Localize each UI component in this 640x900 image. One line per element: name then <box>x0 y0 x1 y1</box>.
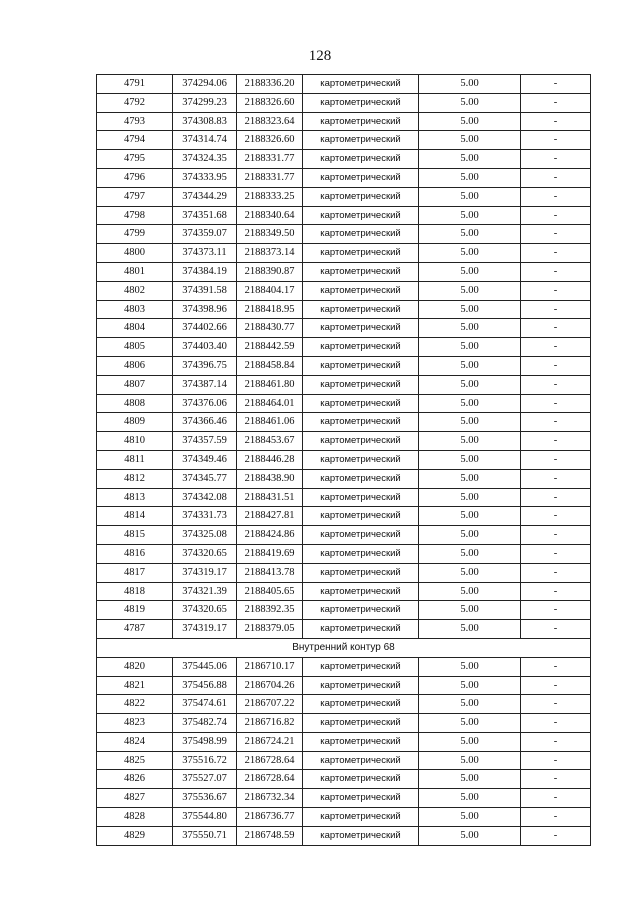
table-row <box>97 112 591 131</box>
y-coordinate-cell: 2188461.06 <box>237 413 303 432</box>
point-number-cell: 4804 <box>97 319 173 338</box>
method-cell: картометрический <box>303 394 419 413</box>
accuracy-cell: 5.00 <box>419 225 521 244</box>
method-cell: картометрический <box>303 413 419 432</box>
accuracy-cell: 5.00 <box>419 732 521 751</box>
x-coordinate-cell: 374345.77 <box>173 469 237 488</box>
point-number-cell: 4816 <box>97 544 173 563</box>
note-cell: - <box>521 112 591 131</box>
point-number-cell: 4828 <box>97 808 173 827</box>
table-row <box>97 732 591 751</box>
accuracy-cell: 5.00 <box>419 187 521 206</box>
x-coordinate-cell: 374402.66 <box>173 319 237 338</box>
accuracy-cell: 5.00 <box>419 544 521 563</box>
method-cell: картометрический <box>303 244 419 263</box>
x-coordinate-cell: 374403.40 <box>173 338 237 357</box>
method-cell: картометрический <box>303 75 419 94</box>
point-number-cell: 4808 <box>97 394 173 413</box>
note-cell: - <box>521 751 591 770</box>
y-coordinate-cell: 2186710.17 <box>237 657 303 676</box>
y-coordinate-cell: 2188379.05 <box>237 620 303 639</box>
y-coordinate-cell: 2188323.64 <box>237 112 303 131</box>
table-row <box>97 488 591 507</box>
accuracy-cell: 5.00 <box>419 751 521 770</box>
x-coordinate-cell: 375498.99 <box>173 732 237 751</box>
note-cell: - <box>521 770 591 789</box>
point-number-cell: 4814 <box>97 507 173 526</box>
table-row <box>97 469 591 488</box>
method-cell: картометрический <box>303 488 419 507</box>
point-number-cell: 4806 <box>97 356 173 375</box>
x-coordinate-cell: 374314.74 <box>173 131 237 150</box>
note-cell: - <box>521 262 591 281</box>
note-cell: - <box>521 488 591 507</box>
table-row <box>97 544 591 563</box>
note-cell: - <box>521 432 591 451</box>
y-coordinate-cell: 2186728.64 <box>237 751 303 770</box>
note-cell: - <box>521 544 591 563</box>
y-coordinate-cell: 2188453.67 <box>237 432 303 451</box>
accuracy-cell: 5.00 <box>419 281 521 300</box>
accuracy-cell: 5.00 <box>419 808 521 827</box>
method-cell: картометрический <box>303 206 419 225</box>
point-number-cell: 4803 <box>97 300 173 319</box>
accuracy-cell: 5.00 <box>419 507 521 526</box>
x-coordinate-cell: 374398.96 <box>173 300 237 319</box>
note-cell: - <box>521 338 591 357</box>
method-cell: картометрический <box>303 526 419 545</box>
note-cell: - <box>521 319 591 338</box>
note-cell: - <box>521 676 591 695</box>
method-cell: картометрический <box>303 657 419 676</box>
y-coordinate-cell: 2186716.82 <box>237 714 303 733</box>
method-cell: картометрический <box>303 563 419 582</box>
method-cell: картометрический <box>303 375 419 394</box>
x-coordinate-cell: 375544.80 <box>173 808 237 827</box>
note-cell: - <box>521 394 591 413</box>
y-coordinate-cell: 2188326.60 <box>237 131 303 150</box>
x-coordinate-cell: 374325.08 <box>173 526 237 545</box>
table-row <box>97 826 591 845</box>
point-number-cell: 4815 <box>97 526 173 545</box>
table-row <box>97 676 591 695</box>
method-cell: картометрический <box>303 826 419 845</box>
method-cell: картометрический <box>303 131 419 150</box>
accuracy-cell: 5.00 <box>419 300 521 319</box>
accuracy-cell: 5.00 <box>419 413 521 432</box>
y-coordinate-cell: 2188438.90 <box>237 469 303 488</box>
note-cell: - <box>521 75 591 94</box>
table-row <box>97 563 591 582</box>
method-cell: картометрический <box>303 356 419 375</box>
y-coordinate-cell: 2188458.84 <box>237 356 303 375</box>
method-cell: картометрический <box>303 319 419 338</box>
table-row <box>97 526 591 545</box>
table-row <box>97 206 591 225</box>
table-row <box>97 93 591 112</box>
method-cell: картометрический <box>303 150 419 169</box>
method-cell: картометрический <box>303 507 419 526</box>
table-row <box>97 507 591 526</box>
point-number-cell: 4811 <box>97 450 173 469</box>
point-number-cell: 4791 <box>97 75 173 94</box>
note-cell: - <box>521 168 591 187</box>
x-coordinate-cell: 374299.23 <box>173 93 237 112</box>
note-cell: - <box>521 563 591 582</box>
accuracy-cell: 5.00 <box>419 375 521 394</box>
page-number: 128 <box>308 48 332 64</box>
y-coordinate-cell: 2188419.69 <box>237 544 303 563</box>
x-coordinate-cell: 375516.72 <box>173 751 237 770</box>
table-row <box>97 714 591 733</box>
point-number-cell: 4796 <box>97 168 173 187</box>
method-cell: картометрический <box>303 620 419 639</box>
y-coordinate-cell: 2188326.60 <box>237 93 303 112</box>
y-coordinate-cell: 2188442.59 <box>237 338 303 357</box>
accuracy-cell: 5.00 <box>419 676 521 695</box>
accuracy-cell: 5.00 <box>419 450 521 469</box>
table-row <box>97 150 591 169</box>
accuracy-cell: 5.00 <box>419 338 521 357</box>
table-row <box>97 601 591 620</box>
point-number-cell: 4810 <box>97 432 173 451</box>
x-coordinate-cell: 375550.71 <box>173 826 237 845</box>
table-row <box>97 432 591 451</box>
x-coordinate-cell: 374357.59 <box>173 432 237 451</box>
x-coordinate-cell: 374342.08 <box>173 488 237 507</box>
accuracy-cell: 5.00 <box>419 620 521 639</box>
table-row <box>97 338 591 357</box>
note-cell: - <box>521 281 591 300</box>
table-row <box>97 300 591 319</box>
note-cell: - <box>521 620 591 639</box>
y-coordinate-cell: 2188373.14 <box>237 244 303 263</box>
method-cell: картометрический <box>303 695 419 714</box>
y-coordinate-cell: 2188418.95 <box>237 300 303 319</box>
note-cell: - <box>521 732 591 751</box>
accuracy-cell: 5.00 <box>419 112 521 131</box>
accuracy-cell: 5.00 <box>419 356 521 375</box>
y-coordinate-cell: 2188427.81 <box>237 507 303 526</box>
x-coordinate-cell: 374321.39 <box>173 582 237 601</box>
table-row <box>97 450 591 469</box>
method-cell: картометрический <box>303 281 419 300</box>
accuracy-cell: 5.00 <box>419 526 521 545</box>
x-coordinate-cell: 374376.06 <box>173 394 237 413</box>
point-number-cell: 4787 <box>97 620 173 639</box>
point-number-cell: 4829 <box>97 826 173 845</box>
point-number-cell: 4813 <box>97 488 173 507</box>
table-row <box>97 75 591 94</box>
x-coordinate-cell: 375482.74 <box>173 714 237 733</box>
x-coordinate-cell: 374308.83 <box>173 112 237 131</box>
x-coordinate-cell: 374384.19 <box>173 262 237 281</box>
point-number-cell: 4826 <box>97 770 173 789</box>
point-number-cell: 4793 <box>97 112 173 131</box>
y-coordinate-cell: 2188430.77 <box>237 319 303 338</box>
table-row <box>97 413 591 432</box>
table-row <box>97 394 591 413</box>
method-cell: картометрический <box>303 469 419 488</box>
coordinates-table-body <box>97 75 591 846</box>
point-number-cell: 4823 <box>97 714 173 733</box>
x-coordinate-cell: 374366.46 <box>173 413 237 432</box>
accuracy-cell: 5.00 <box>419 469 521 488</box>
x-coordinate-cell: 374351.68 <box>173 206 237 225</box>
accuracy-cell: 5.00 <box>419 826 521 845</box>
point-number-cell: 4818 <box>97 582 173 601</box>
accuracy-cell: 5.00 <box>419 93 521 112</box>
accuracy-cell: 5.00 <box>419 244 521 263</box>
note-cell: - <box>521 469 591 488</box>
note-cell: - <box>521 826 591 845</box>
note-cell: - <box>521 131 591 150</box>
x-coordinate-cell: 374319.17 <box>173 563 237 582</box>
section-row <box>97 638 591 657</box>
point-number-cell: 4800 <box>97 244 173 263</box>
point-number-cell: 4798 <box>97 206 173 225</box>
note-cell: - <box>521 789 591 808</box>
x-coordinate-cell: 374320.65 <box>173 544 237 563</box>
note-cell: - <box>521 300 591 319</box>
x-coordinate-cell: 375456.88 <box>173 676 237 695</box>
table-row <box>97 225 591 244</box>
y-coordinate-cell: 2186704.26 <box>237 676 303 695</box>
y-coordinate-cell: 2188333.25 <box>237 187 303 206</box>
point-number-cell: 4797 <box>97 187 173 206</box>
method-cell: картометрический <box>303 93 419 112</box>
point-number-cell: 4819 <box>97 601 173 620</box>
accuracy-cell: 5.00 <box>419 131 521 150</box>
note-cell: - <box>521 413 591 432</box>
note-cell: - <box>521 657 591 676</box>
accuracy-cell: 5.00 <box>419 563 521 582</box>
note-cell: - <box>521 375 591 394</box>
accuracy-cell: 5.00 <box>419 714 521 733</box>
x-coordinate-cell: 375474.61 <box>173 695 237 714</box>
method-cell: картометрический <box>303 112 419 131</box>
accuracy-cell: 5.00 <box>419 394 521 413</box>
y-coordinate-cell: 2188446.28 <box>237 450 303 469</box>
accuracy-cell: 5.00 <box>419 789 521 808</box>
y-coordinate-cell: 2188424.86 <box>237 526 303 545</box>
point-number-cell: 4795 <box>97 150 173 169</box>
note-cell: - <box>521 526 591 545</box>
table-row <box>97 356 591 375</box>
point-number-cell: 4812 <box>97 469 173 488</box>
point-number-cell: 4807 <box>97 375 173 394</box>
x-coordinate-cell: 374396.75 <box>173 356 237 375</box>
point-number-cell: 4809 <box>97 413 173 432</box>
y-coordinate-cell: 2188349.50 <box>237 225 303 244</box>
x-coordinate-cell: 374359.07 <box>173 225 237 244</box>
y-coordinate-cell: 2188331.77 <box>237 150 303 169</box>
accuracy-cell: 5.00 <box>419 319 521 338</box>
table-row <box>97 695 591 714</box>
method-cell: картометрический <box>303 789 419 808</box>
accuracy-cell: 5.00 <box>419 582 521 601</box>
x-coordinate-cell: 375445.06 <box>173 657 237 676</box>
y-coordinate-cell: 2188336.20 <box>237 75 303 94</box>
accuracy-cell: 5.00 <box>419 695 521 714</box>
note-cell: - <box>521 695 591 714</box>
x-coordinate-cell: 375536.67 <box>173 789 237 808</box>
y-coordinate-cell: 2186748.59 <box>237 826 303 845</box>
note-cell: - <box>521 507 591 526</box>
table-row <box>97 620 591 639</box>
method-cell: картометрический <box>303 582 419 601</box>
point-number-cell: 4825 <box>97 751 173 770</box>
x-coordinate-cell: 375527.07 <box>173 770 237 789</box>
table-row <box>97 187 591 206</box>
method-cell: картометрический <box>303 262 419 281</box>
table-row <box>97 281 591 300</box>
x-coordinate-cell: 374294.06 <box>173 75 237 94</box>
accuracy-cell: 5.00 <box>419 601 521 620</box>
table-row <box>97 375 591 394</box>
point-number-cell: 4805 <box>97 338 173 357</box>
note-cell: - <box>521 150 591 169</box>
point-number-cell: 4827 <box>97 789 173 808</box>
note-cell: - <box>521 601 591 620</box>
note-cell: - <box>521 714 591 733</box>
table-row <box>97 244 591 263</box>
x-coordinate-cell: 374331.73 <box>173 507 237 526</box>
x-coordinate-cell: 374344.29 <box>173 187 237 206</box>
y-coordinate-cell: 2186728.64 <box>237 770 303 789</box>
method-cell: картометрический <box>303 225 419 244</box>
y-coordinate-cell: 2188340.64 <box>237 206 303 225</box>
note-cell: - <box>521 225 591 244</box>
point-number-cell: 4824 <box>97 732 173 751</box>
method-cell: картометрический <box>303 338 419 357</box>
note-cell: - <box>521 93 591 112</box>
x-coordinate-cell: 374391.58 <box>173 281 237 300</box>
x-coordinate-cell: 374373.11 <box>173 244 237 263</box>
y-coordinate-cell: 2188331.77 <box>237 168 303 187</box>
method-cell: картометрический <box>303 450 419 469</box>
accuracy-cell: 5.00 <box>419 488 521 507</box>
note-cell: - <box>521 356 591 375</box>
point-number-cell: 4792 <box>97 93 173 112</box>
table-row <box>97 657 591 676</box>
table-row <box>97 789 591 808</box>
y-coordinate-cell: 2186732.34 <box>237 789 303 808</box>
point-number-cell: 4802 <box>97 281 173 300</box>
method-cell: картометрический <box>303 601 419 620</box>
point-number-cell: 4817 <box>97 563 173 582</box>
table-row <box>97 770 591 789</box>
note-cell: - <box>521 187 591 206</box>
method-cell: картометрический <box>303 732 419 751</box>
accuracy-cell: 5.00 <box>419 150 521 169</box>
table-row <box>97 168 591 187</box>
y-coordinate-cell: 2188461.80 <box>237 375 303 394</box>
x-coordinate-cell: 374320.65 <box>173 601 237 620</box>
point-number-cell: 4820 <box>97 657 173 676</box>
x-coordinate-cell: 374333.95 <box>173 168 237 187</box>
table-row <box>97 582 591 601</box>
note-cell: - <box>521 450 591 469</box>
method-cell: картометрический <box>303 808 419 827</box>
note-cell: - <box>521 808 591 827</box>
accuracy-cell: 5.00 <box>419 206 521 225</box>
x-coordinate-cell: 374324.35 <box>173 150 237 169</box>
method-cell: картометрический <box>303 751 419 770</box>
method-cell: картометрический <box>303 770 419 789</box>
x-coordinate-cell: 374349.46 <box>173 450 237 469</box>
method-cell: картометрический <box>303 544 419 563</box>
note-cell: - <box>521 244 591 263</box>
method-cell: картометрический <box>303 714 419 733</box>
accuracy-cell: 5.00 <box>419 657 521 676</box>
y-coordinate-cell: 2188390.87 <box>237 262 303 281</box>
note-cell: - <box>521 206 591 225</box>
accuracy-cell: 5.00 <box>419 75 521 94</box>
section-label: Внутренний контур 68 <box>97 638 591 657</box>
y-coordinate-cell: 2186724.21 <box>237 732 303 751</box>
y-coordinate-cell: 2188431.51 <box>237 488 303 507</box>
method-cell: картометрический <box>303 300 419 319</box>
y-coordinate-cell: 2188405.65 <box>237 582 303 601</box>
table-row <box>97 319 591 338</box>
y-coordinate-cell: 2188392.35 <box>237 601 303 620</box>
method-cell: картометрический <box>303 676 419 695</box>
accuracy-cell: 5.00 <box>419 432 521 451</box>
method-cell: картометрический <box>303 187 419 206</box>
y-coordinate-cell: 2188464.01 <box>237 394 303 413</box>
table-row <box>97 751 591 770</box>
table-row <box>97 262 591 281</box>
method-cell: картометрический <box>303 168 419 187</box>
x-coordinate-cell: 374387.14 <box>173 375 237 394</box>
accuracy-cell: 5.00 <box>419 168 521 187</box>
x-coordinate-cell: 374319.17 <box>173 620 237 639</box>
y-coordinate-cell: 2188404.17 <box>237 281 303 300</box>
point-number-cell: 4799 <box>97 225 173 244</box>
accuracy-cell: 5.00 <box>419 770 521 789</box>
table-row <box>97 808 591 827</box>
y-coordinate-cell: 2186707.22 <box>237 695 303 714</box>
y-coordinate-cell: 2186736.77 <box>237 808 303 827</box>
note-cell: - <box>521 582 591 601</box>
point-number-cell: 4794 <box>97 131 173 150</box>
y-coordinate-cell: 2188413.78 <box>237 563 303 582</box>
accuracy-cell: 5.00 <box>419 262 521 281</box>
method-cell: картометрический <box>303 432 419 451</box>
table-row <box>97 131 591 150</box>
coordinates-table <box>96 74 591 846</box>
point-number-cell: 4822 <box>97 695 173 714</box>
point-number-cell: 4821 <box>97 676 173 695</box>
point-number-cell: 4801 <box>97 262 173 281</box>
